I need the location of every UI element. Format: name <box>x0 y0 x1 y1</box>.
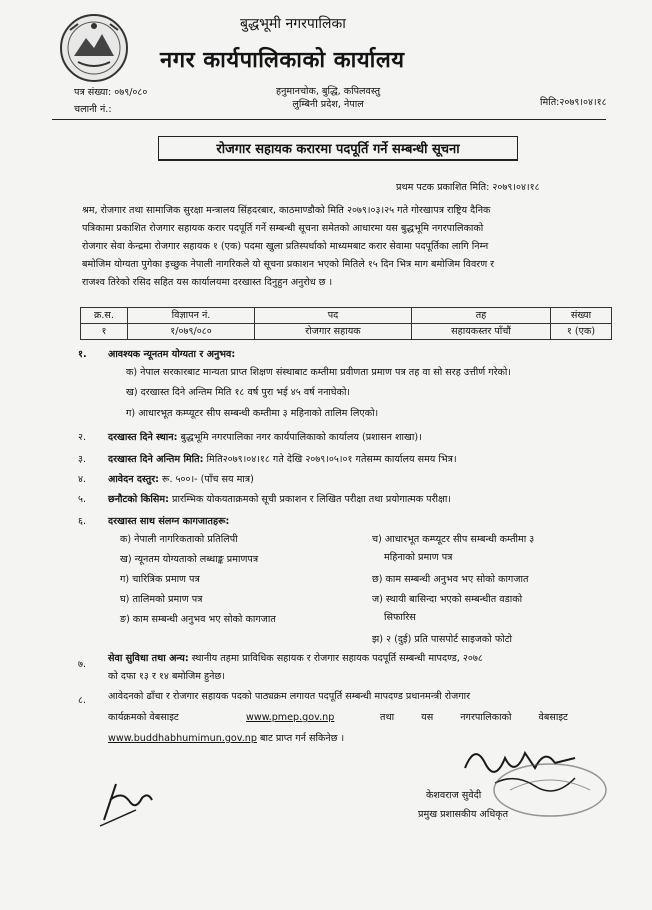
address-line-2: लुम्बिनी प्रदेश, नेपाल <box>292 99 364 110</box>
section-text: आवेदनको ढाँचा र रोजगार सहायक पदको पाठ्यक्रम लगायत पदपूर्ति सम्बन्धी मापदण्ड प्रधानमन्त्री रोजगार <box>108 691 471 702</box>
table-header: विज्ञापन नं. <box>128 308 255 324</box>
notice-body <box>82 202 612 292</box>
section-text: बाट प्राप्त गर्न सकिनेछ । <box>256 733 345 744</box>
list-item: क) नेपाल सरकारबाट मान्यता प्राप्त शिक्षण संस्थाबाट कम्तीमा प्रवीणता प्रमाण पत्र तह वा सो सरह उत्तीर्ण गरेको। <box>126 367 512 378</box>
section-text: रू. ५००।- (पाँच सय मात्र) <box>158 474 254 485</box>
table-cell: १ (एक) <box>551 324 612 340</box>
section-8-last-line <box>108 732 344 745</box>
document-item: महिनाको प्रमाण पत्र <box>384 552 453 563</box>
document-item: च) आधारभूत कम्प्यूटर सीप सम्बन्धी कम्तीमा ३ <box>372 534 535 545</box>
initial-signature-icon <box>96 770 156 830</box>
section-5 <box>108 493 451 506</box>
table-cell: १/०७९/०८० <box>128 324 255 340</box>
section-label: छनौटको किसिम: <box>108 494 169 505</box>
document-item: घ) तालिमको प्रमाण पत्र <box>120 594 203 605</box>
table-header: पद <box>255 308 412 324</box>
section-number: ६. <box>78 516 87 527</box>
notice-title: रोजगार सहायक करारमा पदपूर्ति गर्ने सम्बन्धी सूचना <box>158 136 518 161</box>
document-item: ज) स्थायी बासिन्दा भएको सम्बन्धीत वडाको <box>372 594 523 605</box>
section-number: ७. <box>78 659 87 670</box>
reference-number: पत्र संख्या: ०७९/०८० <box>74 87 148 98</box>
section-number: २. <box>78 432 87 443</box>
address-line-1: हनुमानचोक, बुद्धि, कपिलवस्तु <box>276 86 381 97</box>
section-3 <box>108 453 457 466</box>
body-line: श्रम, रोजगार तथा सामाजिक सुरक्षा मन्त्रालय सिंहदरबार, काठमाण्डौको मिति २०७९।०३।२५ गते गोरखापत्र राष्ट्रिय दैनिक <box>82 205 491 216</box>
signatory-designation: प्रमुख प्रशासकीय अधिकृत <box>418 809 509 820</box>
section-label: दरखास्त दिने अन्तिम मिति: <box>108 454 204 465</box>
section-text: तथा यस नगरपालिकाको वेबसाइट <box>380 712 568 723</box>
document-item: सिफारिस <box>384 612 416 623</box>
body-line: राजश्व तिरेको रसिद सहित यस कार्यालयमा दरखास्त दिनुहुन अनुरोध छ । <box>82 277 333 288</box>
table-header: क्र.स. <box>81 308 128 324</box>
section-label: आवेदन दस्तुर: <box>108 474 159 485</box>
table-header: संख्या <box>551 308 612 324</box>
signatory-name: केशवराज सुवेदी <box>426 790 482 801</box>
letter-date: मिति:२०७९।०४।१८ <box>540 97 607 108</box>
pmep-website-link[interactable]: www.pmep.gov.np <box>246 712 335 723</box>
first-published-date: प्रथम पटक प्रकाशित मिति: २०७९।०४।१८ <box>396 182 540 193</box>
section-title: दरखास्त साथ संलग्न कागजातहरू: <box>108 516 230 527</box>
document-item: क) नेपाली नागरिकताको प्रतिलिपी <box>120 534 238 545</box>
section-text: मिति२०७९।०४।१८ गते देखि २०७९।०५।०१ गतेसम्म कार्यालय समय भित्र। <box>203 454 457 465</box>
document-item: ग) चारित्रिक प्रमाण पत्र <box>120 574 200 585</box>
table-header-row <box>81 308 612 324</box>
document-item: छ) काम सम्बन्धी अनुभव भए सोको कागजात <box>372 574 529 585</box>
section-number: ४. <box>78 474 87 485</box>
section-number: ३. <box>78 454 87 465</box>
section-text: कार्यक्रमको वेबसाइट <box>108 712 179 723</box>
header-divider <box>52 119 606 120</box>
position-table <box>80 307 612 340</box>
municipality-name: बुद्धभूमी नगरपालिका <box>240 16 346 32</box>
section-2 <box>108 431 422 444</box>
body-line: पत्रिकामा प्रकाशित रोजगार सहायक करार पदपूर्ति गर्ने सम्बन्धी सूचना समेतको आधारमा यस बुद्धभूमि नगरपालिकाको <box>82 223 484 234</box>
section-title: आवश्यक न्यूनतम योग्यता र अनुभव: <box>108 349 236 360</box>
section-text: स्थानीय तहमा प्राविधिक सहायक र रोजगार सहायक पदपूर्ति सम्बन्धी मापदण्ड, २०७८ <box>188 653 483 664</box>
municipality-website-link[interactable]: www.buddhabhumimun.gov.np <box>108 733 257 744</box>
section-text: को दफा १३ र १४ बमोजिम हुनेछ। <box>108 671 225 682</box>
table-header: तह <box>412 308 551 324</box>
section-number: ८. <box>78 695 87 706</box>
table-row <box>81 324 612 340</box>
list-item: ग) आधारभूत कम्प्यूटर सीप सम्बन्धी कम्तीमा ३ महिनाको तालिम लिएको। <box>126 408 379 419</box>
section-label: दरखास्त दिने स्थान: <box>108 432 178 443</box>
office-title: नगर कार्यपालिकाको कार्यालय <box>160 48 405 73</box>
list-item: ख) दरखास्त दिने अन्तिम मिति १८ वर्ष पुरा भई ४५ वर्ष ननाघेको। <box>126 387 351 398</box>
section-label: सेवा सुविधा तथा अन्य: <box>108 653 189 664</box>
table-cell: रोजगार सहायक <box>255 324 412 340</box>
section-text: बुद्धभूमि नगरपालिका नगर कार्यपालिकाको कार्यालय (प्रशासन शाखा)। <box>177 432 422 443</box>
body-line: बमोजिम योग्यता पुगेका इच्छुक नेपाली नागरिकले यो सूचना प्रकाशन भएको मितिले १५ दिन भित्र माग बमोजिम विवरण र <box>82 259 495 270</box>
document-item: ङ) काम सम्बन्धी अनुभव भए सोको कागजात <box>120 614 276 625</box>
table-cell: सहायकस्तर पाँचौं <box>412 324 551 340</box>
body-line: रोजगार सेवा केन्द्रमा रोजगार सहायक १ (एक) पदमा खुला प्रतिस्पर्धाको माध्यमबाट करार सेवामा पदपूर्तिका लागि निम्न <box>82 241 489 252</box>
dispatch-number: चलानी नं.: <box>74 104 112 115</box>
section-number: १. <box>78 349 87 360</box>
office-address <box>276 84 380 110</box>
document-item: ख) न्यूनतम योग्यताको लब्धाङ्क प्रमाणपत्र <box>120 554 259 565</box>
section-text: प्रारम्भिक योकयताक्रमको सूची प्रकाशन र लिखित परीक्षा तथा प्रयोगात्मक परीक्षा। <box>168 494 451 505</box>
section-7 <box>108 652 483 665</box>
table-cell: १ <box>81 324 128 340</box>
document-item: झ) २ (दुई) प्रति पासपोर्ट साइजको फोटो <box>372 634 513 645</box>
section-4 <box>108 473 254 486</box>
nepal-emblem-icon <box>58 12 130 84</box>
section-number: ५. <box>78 494 87 505</box>
